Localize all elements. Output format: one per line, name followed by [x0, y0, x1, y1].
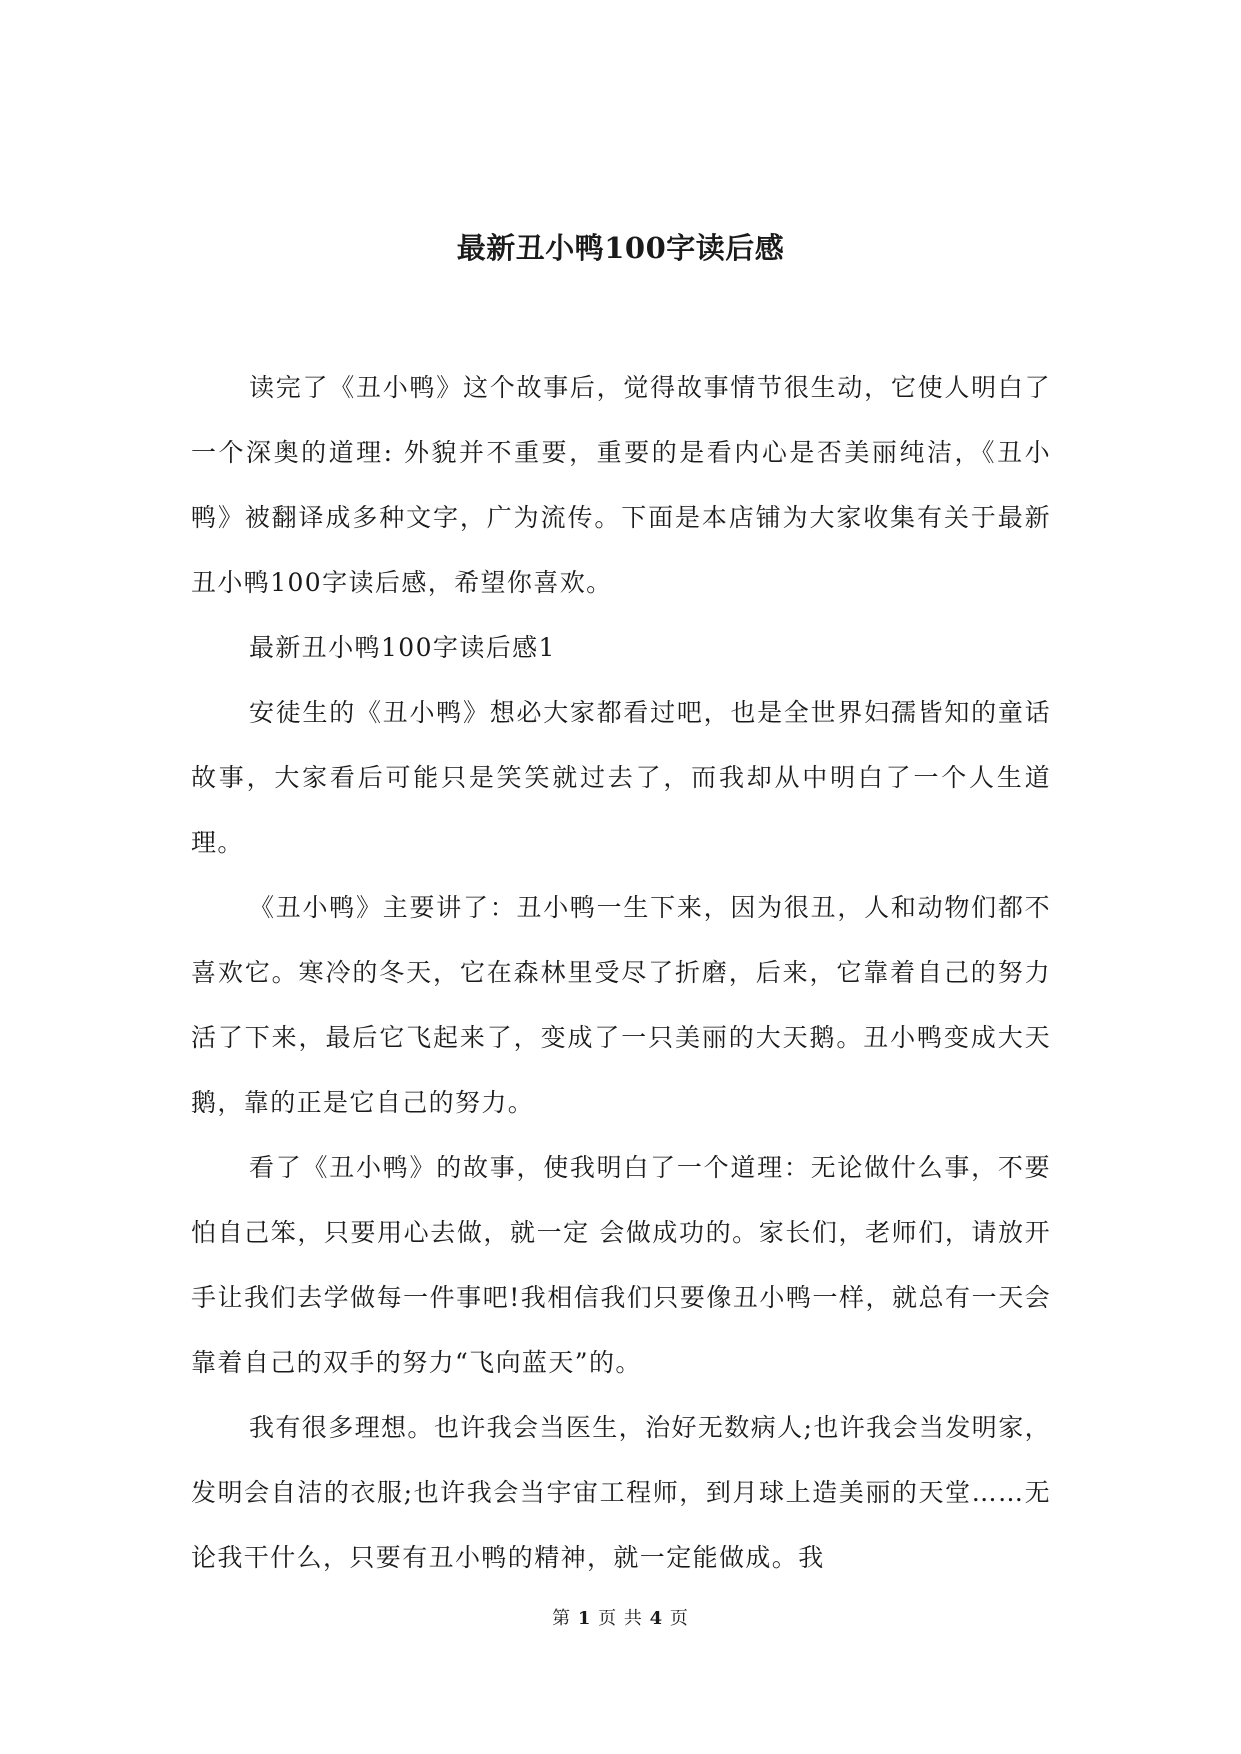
section-heading: 最新丑小鸭100字读后感1: [249, 633, 556, 662]
document-title: 最新丑小鸭100字读后感: [456, 231, 785, 265]
total-page-count: 4: [649, 1608, 664, 1629]
footer-prefix: 第: [552, 1608, 572, 1629]
document-body: [191, 355, 1051, 1590]
current-page-number: 1: [577, 1608, 592, 1629]
body-paragraph: 我有很多理想。也许我会当医生，治好无数病人;也许我会当发明家，发明会自洁的衣服;也许我会当宇宙工程师，到月球上造美丽的天堂……无论我干什么，只要有丑小鸭的精神，就一定能做成。我: [191, 1413, 1051, 1572]
intro-paragraph: 读完了《丑小鸭》这个故事后，觉得故事情节很生动，它使人明白了一个深奥的道理: 外貌并不重要，重要的是看内心是否美丽纯洁，《丑小鸭》被翻译成多种文字，广为流传。下面是本店铺为大家收集有关于最新丑小鸭100字读后感，希望你喜欢。: [191, 373, 1051, 597]
body-paragraph: 《丑小鸭》主要讲了：丑小鸭一生下来，因为很丑，人和动物们都不喜欢它。寒冷的冬天，它在森林里受尽了折磨，后来，它靠着自己的努力活了下来，最后它飞起来了，变成了一只美丽的大天鹅。丑小鸭变成大天鹅，靠的正是它自己的努力。: [191, 893, 1051, 1117]
footer-middle: 页 共: [598, 1608, 643, 1629]
body-paragraph: 安徒生的《丑小鸭》想必大家都看过吧，也是全世界妇孺皆知的童话故事，大家看后可能只是笑笑就过去了，而我却从中明白了一个人生道理。: [191, 698, 1051, 857]
body-paragraph: 看了《丑小鸭》的故事，使我明白了一个道理：无论做什么事，不要怕自己笨，只要用心去做，就一定 会做成功的。家长们，老师们，请放开手让我们去学做每一件事吧!我相信我们只要像丑小鸭一样，就总有一天会靠着自己的双手的努力“飞向蓝天”的。: [191, 1153, 1051, 1377]
footer-suffix: 页: [669, 1608, 689, 1629]
page-footer: [0, 1607, 1241, 1631]
